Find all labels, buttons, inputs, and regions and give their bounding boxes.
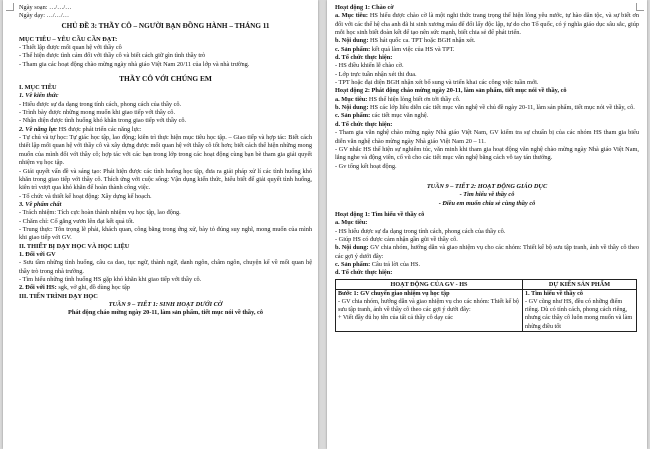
list-item: - HS điều khiển lễ chào cờ. bbox=[335, 62, 404, 70]
subsection-text: sgk, vở ghi, đồ dùng học tập bbox=[56, 284, 130, 292]
field-label: b. Nội dung: bbox=[335, 37, 369, 45]
goal-item: - Thiết lập được mối quan hệ với thầy cô bbox=[19, 44, 122, 52]
field-label: a. Mục tiêu: bbox=[335, 12, 368, 20]
field-text: HS hát quốc ca. TPT hoặc BGH nhận xét. bbox=[368, 37, 476, 45]
step-text: - GV chia nhóm, hướng dẫn và giao nhiệm vụ cho các nhóm: Thiết kế bộ sưu tập tranh, ảnh về thầy cô theo các gợi ý dưới đây: bbox=[338, 298, 519, 314]
paragraph: - GV nhắc HS thể hiện sự nghiêm túc, văn minh khi tham gia hoạt động văn nghệ chào mừng ngày Nhà giáo Việt Nam, lắng nghe và động viên, cổ vũ cho các tiết mục văn nghệ bằng cách vỗ tay tán thưởng. bbox=[335, 145, 639, 162]
period-title: TUẦN 9 – TIẾT 1: SINH HOẠT DƯỚI CỜ bbox=[108, 301, 223, 308]
list-item: - Gv tổng kết hoạt động. bbox=[335, 162, 397, 170]
period-subtitle: - Điều em muốn chia sẻ cùng thầy cô bbox=[438, 199, 536, 207]
subsection-heading: 3. Về phẩm chất bbox=[19, 200, 62, 208]
list-item: - HS hiểu được sự đa dạng trong tính cách, phong cách của thầy cô. bbox=[335, 227, 506, 235]
paragraph bbox=[335, 96, 639, 104]
table-header: HOẠT ĐỘNG CỦA GV - HS bbox=[336, 279, 523, 289]
document-page-left bbox=[3, 0, 318, 449]
section-heading: II. THIẾT BỊ DẠY HỌC VÀ HỌC LIỆU bbox=[19, 242, 130, 250]
paragraph bbox=[335, 112, 639, 120]
field-text: HS thể hiện lòng biết ơn tới thầy cô. bbox=[367, 95, 461, 103]
field-label: d. Tổ chức thực hiện: bbox=[335, 54, 393, 62]
list-item: - Lớp trực tuần nhận xét thi đua. bbox=[335, 70, 417, 78]
step-text: + Viết đầy đủ họ tên của tất cả thầy cô dạy các bbox=[338, 314, 454, 322]
subsection-line bbox=[19, 126, 312, 134]
field-label: d. Tổ chức thực hiện: bbox=[335, 269, 393, 277]
paragraph bbox=[335, 37, 639, 45]
lesson-title: THẦY CÔ VỚI CHÚNG EM bbox=[119, 74, 212, 84]
activity-title: Hoạt động 2: Phát động cháo mừng ngày 20-11, làm sản phẩm, tiết mục nói về thầy, cô bbox=[335, 87, 567, 95]
subsection-line bbox=[19, 284, 312, 292]
subsection-text: HS được phát triển các năng lực: bbox=[57, 125, 142, 133]
section-heading: I. MỤC TIÊU bbox=[19, 84, 57, 92]
goals-heading: MỤC TIÊU – YÊU CẦU CẦN ĐẠT: bbox=[19, 35, 118, 43]
paragraph: - Tự chủ và tự học: Tự giác học tập, lao động; kiên trì thực hiện mục tiêu học tập. – Giao tiếp và hợp tác: Biết cách thiết lập mối quan hệ với thầy cô và xây dựng được mối quan hệ với thầy cô tốt hơn; biết cách thể hiện những mong muốn của mình đối với thầy cô; hợp tác với các bạn trong lớp trong các hoạt động cùng bạn bè tham gia giải quyết nhiệm vụ học tập. bbox=[19, 134, 312, 167]
field-label: a. Mục tiêu: bbox=[335, 95, 368, 103]
expected-text: - GV cũng như HS, đều có những điểm riêng. Dù có tính cách, phong cách riêng, nhưng các thầy cô luôn mong muốn và làm những điều tốt bbox=[525, 298, 633, 330]
list-item: - TPT hoặc đại diện BGH nhận xét bổ sung và triển khai các công việc tuần mới. bbox=[335, 79, 539, 87]
date-prepared: Ngày soạn: …/…/… bbox=[19, 4, 72, 11]
field-text: GV chia nhóm, hướng dẫn và giao nhiệm vụ cho các nhóm: Thiết kế bộ sưu tập tranh, ảnh về thầy cô theo các gợi ý dưới đây: bbox=[335, 244, 640, 260]
field-label: c. Sản phẩm: bbox=[335, 112, 371, 120]
field-label: d. Tổ chức thực hiện: bbox=[335, 120, 393, 128]
list-item: - Nhận diện được tình huống khó khăn trong giao tiếp với thầy cô. bbox=[19, 117, 187, 125]
paragraph bbox=[335, 46, 639, 54]
subsection-heading: 2. Về năng lực bbox=[19, 125, 58, 133]
field-text: HS hiểu được chào cờ là một nghi thức trang trọng thể hiện lòng yêu nước, tự hào dân tộc, và sự biết ơn đối với các thế hệ cha anh đã hi sinh xương máu để đổi lấy độc lập, tự do cho Tổ quốc, có ý nghĩa giáo dục sâu sắc, giúp mỗi học sinh biết đoàn kết để tạo nên sức mạnh, biết chia sẻ để phát triển. bbox=[335, 12, 639, 37]
field-label: c. Sản phẩm: bbox=[335, 45, 371, 53]
activity-title: Hoạt động 1: Tìm hiểu về thầy cô bbox=[335, 210, 425, 218]
field-label: a. Mục tiêu: bbox=[335, 219, 368, 227]
table-row bbox=[336, 289, 637, 331]
paragraph: - Sưu tầm những tình huống, câu ca dao, tục ngữ, thành ngữ, danh ngôn, châm ngôn, chuyện kể về mối quan hệ thầy trò trong nhà trường. bbox=[19, 259, 312, 275]
list-item: - Hiểu được sự đa dạng trong tính cách, phong cách của thầy cô. bbox=[19, 100, 182, 108]
paragraph: - Giải quyết vấn đề và sáng tạo: Phát hiện được các tình huống học tập, đưa ra giải pháp xử lí các tình huống khó khăn trong giao tiếp với thầy cô. Thích ứng với cuộc sống: Vận dụng kiến thức, hiểu biết để giải quyết tình huống, kiên trì vượt qua khó khăn để hoàn thành công việc. bbox=[19, 167, 312, 192]
list-item: - Trách nhiệm: Tích cực hoàn thành nhiệm vụ học tập, lao động. bbox=[19, 209, 181, 217]
field-label: c. Sản phẩm: bbox=[335, 260, 371, 268]
list-item: - Trình bày được những mong muốn khi giao tiếp với thầy cô. bbox=[19, 109, 176, 117]
paragraph: - Trung thực: Tôn trọng lẽ phải, khách quan, công bằng trong ứng xử, bày tỏ đúng suy nghĩ, mong muốn của mình khi giao tiếp với GV. bbox=[19, 225, 312, 242]
paragraph: - Tổ chức và thiết kế hoạt động: Xây dựng kế hoạch. bbox=[19, 192, 152, 200]
table-cell bbox=[523, 289, 637, 331]
subsection-heading: 1. Đối với GV bbox=[19, 250, 56, 258]
crop-mark bbox=[636, 3, 644, 11]
paragraph bbox=[335, 104, 639, 112]
list-item: - Giúp HS có được cảm nhận gần gũi về thầy cô. bbox=[335, 235, 458, 243]
goal-item: - Tham gia các hoạt động chào mừng ngày nhà giáo Việt Nam 20/11 của lớp và nhà trường. bbox=[19, 60, 250, 68]
section-heading: III. TIẾN TRÌNH DẠY HỌC bbox=[19, 292, 98, 300]
field-text: kết quả làm việc của HS và TPT. bbox=[370, 45, 455, 53]
period-subtitle: - Tìm hiểu về thầy cô bbox=[459, 191, 515, 199]
subsection-heading: 1. Về kiến thức bbox=[19, 92, 59, 100]
goal-item: - Thể hiện được tình cảm đối với thầy cô và biết cách giữ gìn tình thầy trò bbox=[19, 52, 206, 60]
document-page-right bbox=[327, 0, 647, 449]
subsection-heading: 2. Đối với HS: bbox=[19, 284, 57, 292]
activity-table bbox=[335, 279, 637, 332]
field-label: b. Nội dung: bbox=[335, 104, 369, 112]
field-text: các tiết mục văn nghệ. bbox=[370, 112, 429, 120]
list-item: - Chăm chỉ: Cố gắng vươn lên đạt kết quả tốt. bbox=[19, 217, 135, 225]
paragraph bbox=[335, 12, 639, 37]
paragraph bbox=[335, 261, 639, 269]
table-header: DỰ KIẾN SẢN PHẨM bbox=[523, 279, 637, 289]
chapter-title: CHỦ ĐỀ 3: THẦY CÔ – NGƯỜI BẠN ĐỒNG HÀNH – THÁNG 11 bbox=[61, 21, 270, 30]
activity-title: Hoạt động 1: Chào cờ bbox=[335, 4, 394, 11]
crop-mark bbox=[6, 3, 14, 11]
list-item: - Tìm hiểu những tình huống HS gặp khó khăn khi giao tiếp với thầy cô. bbox=[19, 275, 202, 283]
field-label: b. Nội dung: bbox=[335, 244, 369, 252]
table-header-row bbox=[336, 279, 637, 289]
paragraph: - Tham gia văn nghệ chào mừng ngày Nhà giáo Việt Nam, GV kiểm tra sự chuẩn bị của các nhóm HS tham gia biểu diễn văn nghệ chào mừng ngày Nhà giáo Việt Nam 20 – 11. bbox=[335, 129, 639, 145]
paragraph bbox=[335, 244, 639, 261]
step-title: Bước 1: GV chuyển giao nhiệm vụ học tập bbox=[338, 289, 450, 297]
field-text: Câu trả lời của HS. bbox=[370, 260, 421, 268]
period-title: TUẦN 9 – TIẾT 2: HOẠT ĐỘNG GIÁO DỤC bbox=[426, 182, 548, 190]
expected-title: 1. Tìm hiểu về thầy cô bbox=[525, 289, 583, 297]
date-taught: Ngày dạy: …/…/… bbox=[19, 12, 70, 20]
period-subtitle: Phát động cháo mừng ngày 20-11, làm sản phẩm, tiết mục nói về thầy, cô bbox=[68, 309, 263, 317]
field-text: HS các lớp liêu diễn các tiết mục văn nghệ về chủ đề ngày 20-11, làm sản phẩm, tiết mục nói về thầy, cô. bbox=[368, 104, 635, 112]
table-cell bbox=[336, 289, 523, 331]
